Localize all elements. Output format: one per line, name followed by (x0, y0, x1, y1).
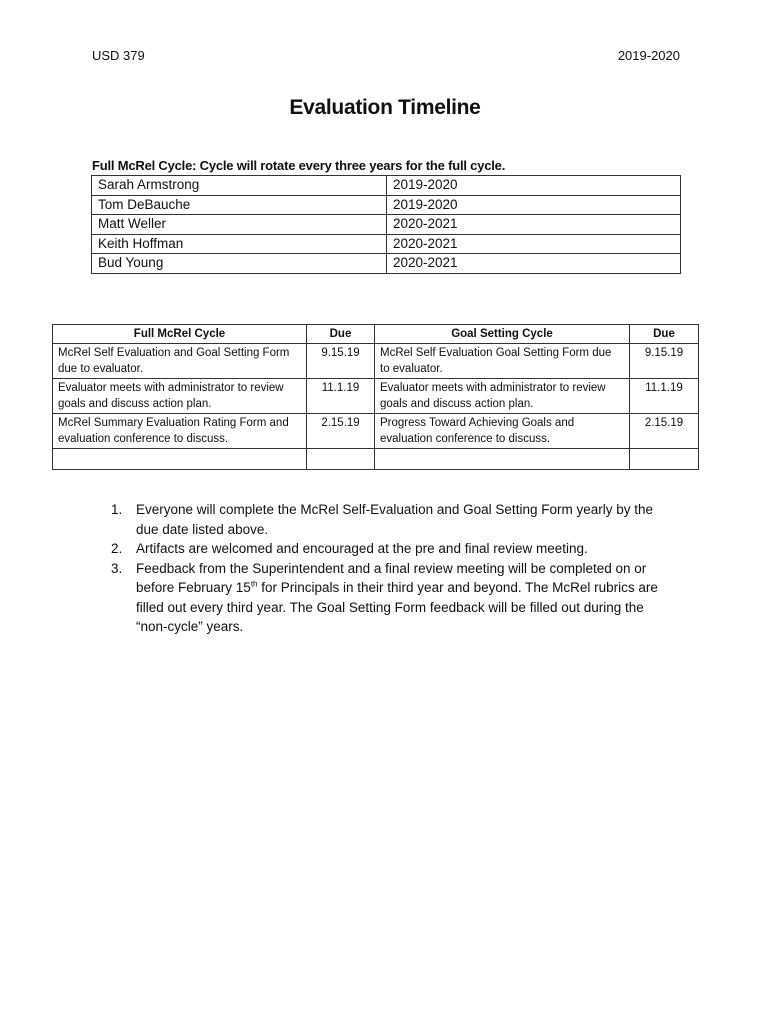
staff-year: 2019-2020 (387, 195, 681, 215)
table-row (53, 379, 699, 414)
goal-cycle-due: 2.15.19 (630, 414, 699, 449)
full-cycle-task: Evaluator meets with administrator to review goals and discuss action plan. (53, 379, 307, 414)
staff-name: Matt Weller (92, 215, 387, 235)
staff-name: Tom DeBauche (92, 195, 387, 215)
goal-cycle-due: 9.15.19 (630, 344, 699, 379)
full-cycle-task: McRel Self Evaluation and Goal Setting Form due to evaluator. (53, 344, 307, 379)
table-row (92, 234, 681, 254)
table-row (92, 195, 681, 215)
full-cycle-due: 9.15.19 (307, 344, 375, 379)
school-year-label: 2019-2020 (617, 48, 680, 63)
column-header: Full McRel Cycle (53, 325, 307, 344)
list-item (111, 500, 671, 539)
list-number: 1. (111, 502, 123, 517)
goal-cycle-task: McRel Self Evaluation Goal Setting Form due to evaluator. (375, 344, 630, 379)
table-row (53, 414, 699, 449)
table-row (92, 176, 681, 196)
list-item (111, 559, 671, 637)
staff-year: 2020-2021 (387, 234, 681, 254)
staff-name: Sarah Armstrong (92, 176, 387, 196)
staff-name: Bud Young (92, 254, 387, 274)
note-text: Everyone will complete the McRel Self-Evaluation and Goal Setting Form yearly by the due date listed above. (136, 502, 653, 537)
full-cycle-heading: Full McRel Cycle: Cycle will rotate every three years for the full cycle. (92, 158, 506, 173)
list-number: 2. (111, 541, 123, 556)
column-header: Goal Setting Cycle (375, 325, 630, 344)
page-title: Evaluation Timeline (289, 96, 481, 119)
goal-cycle-task: Evaluator meets with administrator to review goals and discuss action plan. (375, 379, 630, 414)
staff-year: 2020-2021 (387, 254, 681, 274)
full-cycle-due: 11.1.19 (307, 379, 375, 414)
staff-cycle-table (91, 175, 681, 274)
district-label: USD 379 (92, 48, 145, 63)
table-row (92, 215, 681, 235)
notes-list (111, 500, 671, 637)
goal-cycle-due: 11.1.19 (630, 379, 699, 414)
staff-name: Keith Hoffman (92, 234, 387, 254)
empty-cell (375, 449, 630, 470)
full-cycle-due: 2.15.19 (307, 414, 375, 449)
full-cycle-task: McRel Summary Evaluation Rating Form and evaluation conference to discuss. (53, 414, 307, 449)
ordinal-suffix: th (250, 579, 258, 589)
empty-cell (307, 449, 375, 470)
evaluation-cycle-table (52, 324, 699, 470)
empty-cell (630, 449, 699, 470)
goal-cycle-task: Progress Toward Achieving Goals and evaluation conference to discuss. (375, 414, 630, 449)
note-text-before: Feedback from the Superintendent and a final review meeting will be completed on or before February 15 (136, 560, 647, 595)
list-number: 3. (111, 560, 123, 576)
empty-cell (53, 449, 307, 470)
note-text-after: for Principals in their third year and beyond. The McRel rubrics are filled out every third year. The Goal Setting Form feedback will be filled out during the “non-cycle” years. (136, 580, 658, 634)
note-text: Artifacts are welcomed and encouraged at the pre and final review meeting. (136, 541, 588, 556)
staff-year: 2020-2021 (387, 215, 681, 235)
table-row (92, 254, 681, 274)
staff-year: 2019-2020 (387, 176, 681, 196)
column-header: Due (307, 325, 375, 344)
empty-table-row (53, 449, 699, 470)
table-row (53, 344, 699, 379)
column-header: Due (630, 325, 699, 344)
list-item (111, 539, 671, 559)
table-header-row (53, 325, 699, 344)
